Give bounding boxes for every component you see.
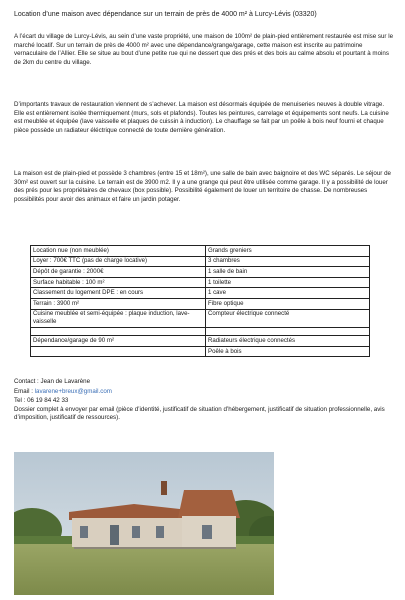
window xyxy=(202,525,212,539)
table-row xyxy=(31,346,370,357)
table-cell: Classement du logement DPE : en cours xyxy=(31,288,206,299)
table-cell: Compteur électrique connecté xyxy=(206,309,370,328)
house-photo-illustration xyxy=(14,452,274,595)
page-title: Location d’une maison avec dépendance sur un terrain de près de 4000 m² à Lurcy-Lévis (03320) xyxy=(14,11,317,18)
table-cell: Loyer : 700€ TTC (pas de charge locative) xyxy=(31,256,206,267)
table-cell: Cuisine meublée et semi-équipée : plaque induction, lave-vaisselle xyxy=(31,309,206,328)
dossier-instructions: Dossier complet à envoyer par email (pièce d’identité, justificatif de situation d’hébergement, justificatif de situation professionnelle, avis d’imposition, justificatif de ressources). xyxy=(14,405,385,422)
chimney xyxy=(161,481,167,495)
door xyxy=(110,525,119,545)
table-row xyxy=(31,267,370,278)
house-photo xyxy=(14,452,274,595)
layout-paragraph: La maison est de plain-pied et possède 3 chambres (entre 15 et 18m²), une salle de bain avec baignoire et des WC séparés. Le séjour de 30m² est ouvert sur la cuisine. Le terrain est de 3900 m2. Il y a une grange qui peut être utilisée comme garage. Il y a possibilité de louer des prés pour les propriétaires de chevaux (box possible). Possibilité également de louer un territoire de chasse. De nombreuses possibilités pour avoir des animaux et faire un jardin potager. xyxy=(14,170,391,203)
contact-email-line xyxy=(14,387,399,397)
table-cell: 3 chambres xyxy=(206,256,370,267)
foundation xyxy=(74,547,236,549)
table-cell: 1 cave xyxy=(206,288,370,299)
table-cell: 1 salle de bain xyxy=(206,267,370,278)
table-cell xyxy=(206,328,370,336)
table-cell: Dépôt de garantie : 2000€ xyxy=(31,267,206,278)
email-label: Email : xyxy=(14,387,35,395)
table-cell: Radiateurs électrique connectés xyxy=(206,336,370,347)
property-details-table xyxy=(30,245,370,357)
table-row xyxy=(31,246,370,257)
tall-roof xyxy=(178,490,240,518)
table-row xyxy=(31,298,370,309)
table-cell xyxy=(31,328,206,336)
contact-block xyxy=(14,377,399,423)
table-cell: Dépendance/garage de 90 m² xyxy=(31,336,206,347)
email-link[interactable]: lavarene+breux@gmail.com xyxy=(34,387,112,395)
table-cell: Surface habitable : 100 m² xyxy=(31,277,206,288)
lawn xyxy=(14,544,274,595)
contact-phone: Tel : 06 19 84 42 33 xyxy=(14,397,69,405)
table-cell: Terrain : 3900 m² xyxy=(31,298,206,309)
intro-paragraph: A l’écart du village de Lurcy-Lévis, au sein d’une vaste propriété, une maison de 100m² de plain-pied entièrement restaurée est mise sur le marché locatif. Sur un terrain de près de 4000 m² avec une dépendance/grange/garage, cette maison est inscrite au patrimoine vernaculaire de l’Allier. Elle se situe au bout d’une petite rue qui ne dessert que des prés et des bois au calme absolu et pourtant à moins de 2km du centre du village. xyxy=(14,33,394,66)
table-row xyxy=(31,277,370,288)
main-wall xyxy=(72,518,184,547)
window xyxy=(80,526,88,538)
window xyxy=(156,526,164,538)
table-row xyxy=(31,256,370,267)
window xyxy=(132,526,140,538)
table-cell: 1 toilette xyxy=(206,277,370,288)
table-row xyxy=(31,288,370,299)
table-cell: Poêle à bois xyxy=(206,346,370,357)
table-row xyxy=(31,336,370,347)
table-cell: Fibre optique xyxy=(206,298,370,309)
table-row-empty xyxy=(31,328,370,336)
table-row xyxy=(31,309,370,328)
contact-name: Contact : Jean de Lavarène xyxy=(14,378,91,385)
table-cell: Location nue (non meublée) xyxy=(31,246,206,257)
table-cell xyxy=(31,346,206,357)
table-cell: Grands greniers xyxy=(206,246,370,257)
renovation-paragraph: D’importants travaux de restauration viennent de s’achever. La maison est désormais équipée de menuiseries neuves à double vitrage. Elle est entièrement isolée thermiquement (murs, sols et plafonds). Toutes les peintures, carrelage et équipements sont neufs. La cuisine est meublée et équipée (lave vaisselle et plaques de cuissin à induction). Le chauffage se fait par un poêle à bois neuf fourni et chaque pièce possède un radiateur éléctrique connecté de toute dernière génération. xyxy=(14,101,389,134)
